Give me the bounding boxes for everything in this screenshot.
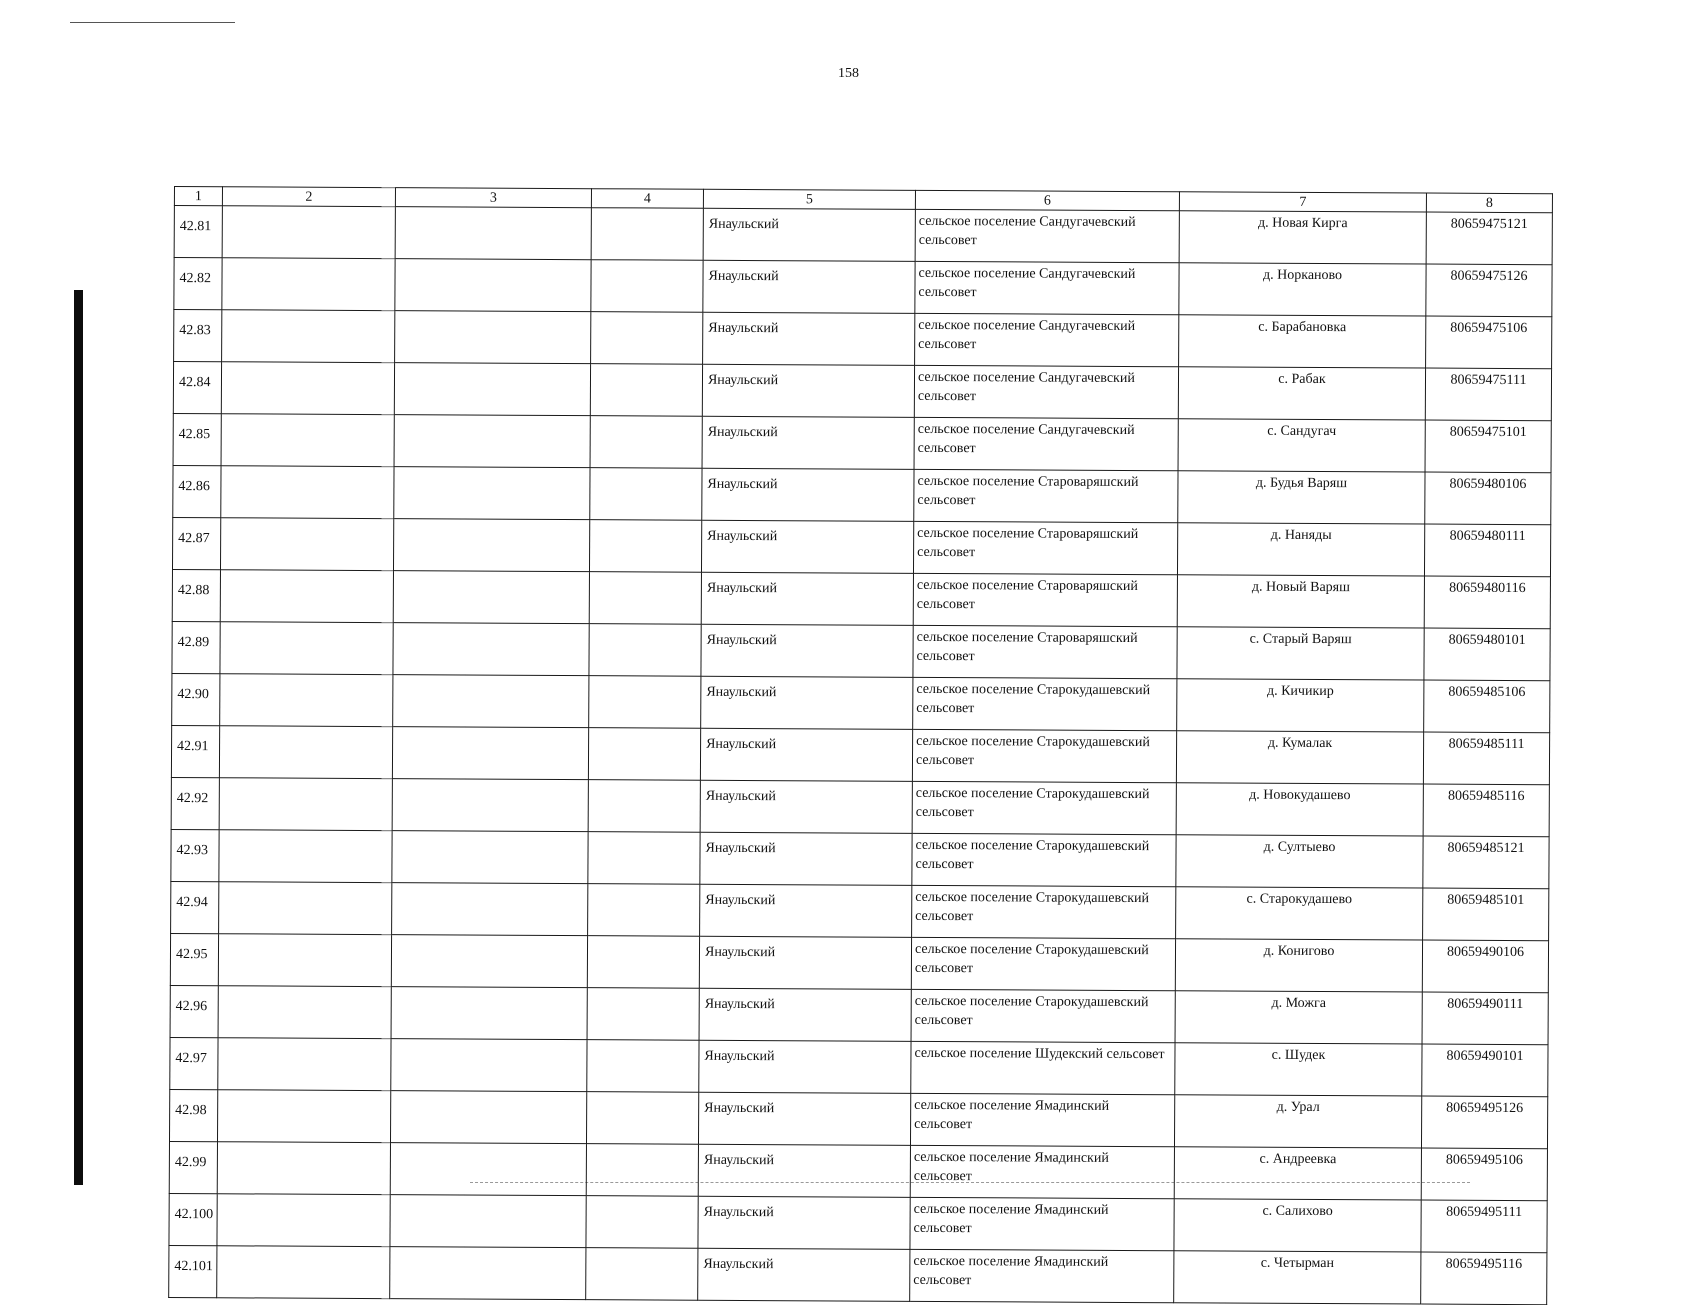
table-row	[172, 621, 1550, 680]
district-cell: Янаульский	[703, 208, 915, 261]
empty-cell	[586, 1196, 698, 1249]
settlement-cell: с. Шудек	[1175, 1043, 1422, 1096]
row-number-cell: 42.87	[172, 517, 220, 569]
table-row	[172, 673, 1550, 732]
municipality-cell: сельское поселение Старокудашевский сельсовет	[912, 833, 1176, 886]
municipality-cell: сельское поселение Ямадинский сельсовет	[910, 1249, 1174, 1302]
empty-cell	[392, 831, 588, 884]
page-number: 158	[838, 66, 859, 81]
empty-cell	[217, 1194, 390, 1247]
empty-cell	[590, 416, 702, 469]
municipality-cell: сельское поселение Сандугачевский сельсовет	[915, 261, 1179, 314]
empty-cell	[586, 1248, 698, 1301]
oktmo-code-cell: 80659480106	[1425, 472, 1551, 525]
district-cell: Янаульский	[701, 676, 913, 729]
row-number-cell: 42.84	[173, 362, 221, 414]
oktmo-code-cell: 80659495116	[1421, 1252, 1547, 1305]
empty-cell	[395, 259, 591, 312]
column-header: 5	[703, 189, 915, 209]
scan-artifact-left-edge	[74, 290, 83, 1185]
oktmo-code-cell: 80659485106	[1424, 680, 1550, 733]
municipality-cell: сельское поселение Ямадинский сельсовет	[910, 1197, 1174, 1250]
empty-cell	[391, 1039, 587, 1092]
oktmo-code-cell: 80659480111	[1424, 524, 1550, 577]
oktmo-code-cell: 80659490111	[1422, 992, 1548, 1045]
empty-cell	[222, 206, 395, 259]
table-row	[169, 1089, 1547, 1148]
settlement-cell: с. Старый Варяш	[1177, 627, 1424, 680]
district-cell: Янаульский	[699, 1040, 911, 1093]
empty-cell	[588, 780, 700, 833]
empty-cell	[394, 467, 590, 520]
table-row	[174, 206, 1552, 265]
empty-cell	[220, 674, 393, 727]
municipality-cell: сельское поселение Сандугачевский сельсовет	[914, 365, 1178, 418]
row-number-cell: 42.86	[173, 465, 221, 517]
oktmo-code-cell: 80659475106	[1426, 316, 1552, 369]
empty-cell	[390, 1143, 586, 1196]
settlement-cell: д. Будья Варяш	[1178, 471, 1425, 524]
settlement-cell: д. Новый Варяш	[1177, 575, 1424, 628]
settlement-cell: с. Сандугач	[1178, 419, 1425, 472]
municipality-cell: сельское поселение Старокудашевский сельсовет	[912, 729, 1176, 782]
row-number-cell: 42.93	[171, 829, 219, 881]
empty-cell	[591, 312, 703, 365]
table-row	[172, 517, 1550, 576]
district-cell: Янаульский	[701, 520, 913, 573]
empty-cell	[589, 624, 701, 677]
row-number-cell: 42.100	[169, 1193, 217, 1245]
district-cell: Янаульский	[702, 416, 914, 469]
district-cell: Янаульский	[698, 1248, 910, 1301]
settlement-cell: д. Можга	[1175, 991, 1422, 1044]
empty-cell	[220, 570, 393, 623]
table-row	[172, 569, 1550, 628]
oktmo-code-cell: 80659490106	[1422, 940, 1548, 993]
row-number-cell: 42.99	[169, 1141, 217, 1193]
district-cell: Янаульский	[703, 312, 915, 365]
settlement-cell: д. Наняды	[1177, 523, 1424, 576]
empty-cell	[589, 572, 701, 625]
empty-cell	[222, 258, 395, 311]
empty-cell	[218, 934, 391, 987]
column-header: 4	[591, 189, 703, 209]
empty-cell	[590, 364, 702, 417]
empty-cell	[393, 675, 589, 728]
table-row	[174, 310, 1552, 369]
empty-cell	[392, 883, 588, 936]
empty-cell	[221, 466, 394, 519]
row-number-cell: 42.89	[172, 621, 220, 673]
row-number-cell: 42.81	[174, 206, 222, 258]
settlement-cell: с. Четырман	[1174, 1251, 1421, 1304]
empty-cell	[390, 1195, 586, 1248]
municipality-cell: сельское поселение Старокудашевский сельсовет	[912, 885, 1176, 938]
row-number-cell: 42.85	[173, 413, 221, 465]
empty-cell	[222, 310, 395, 363]
table-row	[171, 777, 1549, 836]
municipality-cell: сельское поселение Шудекский сельсовет	[911, 1041, 1175, 1094]
empty-cell	[392, 779, 588, 832]
table-row	[173, 465, 1551, 524]
municipality-cell: сельское поселение Староваряшский сельсовет	[913, 573, 1177, 626]
empty-cell	[589, 520, 701, 573]
row-number-cell: 42.95	[170, 933, 218, 985]
district-cell: Янаульский	[702, 364, 914, 417]
district-cell: Янаульский	[700, 780, 912, 833]
district-cell: Янаульский	[701, 624, 913, 677]
table-row	[170, 1037, 1548, 1096]
district-cell: Янаульский	[698, 1092, 910, 1145]
empty-cell	[392, 727, 588, 780]
oktmo-code-cell: 80659485101	[1423, 888, 1549, 941]
empty-cell	[589, 676, 701, 729]
settlement-cell: с. Андреевка	[1174, 1147, 1421, 1200]
column-header: 6	[915, 190, 1179, 210]
district-cell: Янаульский	[701, 572, 913, 625]
district-cell: Янаульский	[700, 832, 912, 885]
empty-cell	[390, 1247, 586, 1300]
empty-cell	[588, 884, 700, 937]
table-row	[173, 413, 1551, 472]
municipality-cell: сельское поселение Староваряшский сельсовет	[914, 469, 1178, 522]
settlement-cell: д. Кичикир	[1177, 679, 1424, 732]
oktmo-code-cell: 80659495126	[1421, 1096, 1547, 1149]
empty-cell	[587, 936, 699, 989]
table-row	[170, 985, 1548, 1044]
oktmo-code-cell: 80659475126	[1426, 264, 1552, 317]
empty-cell	[393, 571, 589, 624]
settlement-cell: с. Салихово	[1174, 1199, 1421, 1252]
row-number-cell: 42.82	[174, 258, 222, 310]
row-number-cell: 42.98	[169, 1089, 217, 1141]
table-row	[169, 1245, 1547, 1304]
table-row	[174, 258, 1552, 317]
empty-cell	[218, 986, 391, 1039]
municipality-cell: сельское поселение Сандугачевский сельсовет	[915, 209, 1179, 262]
empty-cell	[591, 260, 703, 313]
table-row	[169, 1193, 1547, 1252]
oktmo-code-cell: 80659485121	[1423, 836, 1549, 889]
district-cell: Янаульский	[698, 1144, 910, 1197]
municipality-cell: сельское поселение Сандугачевский сельсовет	[914, 417, 1178, 470]
oktmo-code-cell: 80659475111	[1425, 368, 1551, 421]
table-row	[171, 829, 1549, 888]
empty-cell	[220, 622, 393, 675]
settlement-cell: с. Старокудашево	[1176, 887, 1423, 940]
district-cell: Янаульский	[700, 728, 912, 781]
district-cell: Янаульский	[700, 884, 912, 937]
empty-cell	[219, 778, 392, 831]
municipality-cell: сельское поселение Старокудашевский сельсовет	[913, 677, 1177, 730]
municipality-cell: сельское поселение Сандугачевский сельсовет	[915, 313, 1179, 366]
settlement-cell: д. Норканово	[1179, 263, 1426, 316]
empty-cell	[394, 415, 590, 468]
column-header: 2	[222, 187, 395, 207]
row-number-cell: 42.94	[171, 881, 219, 933]
row-number-cell: 42.90	[172, 673, 220, 725]
oktmo-code-cell: 80659490101	[1422, 1044, 1548, 1097]
empty-cell	[590, 468, 702, 521]
empty-cell	[591, 208, 703, 261]
empty-cell	[586, 1144, 698, 1197]
empty-cell	[393, 519, 589, 572]
settlement-cell: д. Новая Кирга	[1179, 211, 1426, 264]
empty-cell	[219, 726, 392, 779]
empty-cell	[391, 935, 587, 988]
municipality-cell: сельское поселение Ямадинский сельсовет	[910, 1145, 1174, 1198]
table-row	[171, 725, 1549, 784]
empty-cell	[394, 363, 590, 416]
column-header: 3	[395, 188, 591, 208]
oktmo-code-cell: 80659480101	[1424, 628, 1550, 681]
table-row	[170, 933, 1548, 992]
empty-cell	[390, 1091, 586, 1144]
empty-cell	[221, 414, 394, 467]
settlement-cell: д. Урал	[1174, 1095, 1421, 1148]
municipality-cell: сельское поселение Староваряшский сельсовет	[913, 625, 1177, 678]
oktmo-code-cell: 80659485111	[1423, 732, 1549, 785]
empty-cell	[391, 987, 587, 1040]
row-number-cell: 42.91	[171, 725, 219, 777]
empty-cell	[586, 1092, 698, 1145]
empty-cell	[218, 1038, 391, 1091]
municipality-cell: сельское поселение Старокудашевский сельсовет	[912, 781, 1176, 834]
column-header: 7	[1179, 192, 1426, 212]
district-cell: Янаульский	[702, 468, 914, 521]
table-body	[169, 206, 1553, 1305]
empty-cell	[395, 207, 591, 260]
empty-cell	[587, 1040, 699, 1093]
table-row	[169, 1141, 1547, 1200]
district-cell: Янаульский	[698, 1196, 910, 1249]
empty-cell	[221, 362, 394, 415]
settlement-cell: д. Кумалак	[1176, 731, 1423, 784]
empty-cell	[395, 311, 591, 364]
municipality-cell: сельское поселение Старокудашевский сельсовет	[911, 989, 1175, 1042]
row-number-cell: 42.97	[170, 1037, 218, 1089]
column-header: 8	[1426, 193, 1552, 213]
row-number-cell: 42.101	[169, 1245, 217, 1297]
row-number-cell: 42.92	[171, 777, 219, 829]
settlement-cell: с. Барабановка	[1179, 315, 1426, 368]
column-header: 1	[174, 187, 222, 206]
empty-cell	[219, 882, 392, 935]
empty-cell	[217, 1246, 390, 1299]
row-number-cell: 42.83	[174, 310, 222, 362]
settlements-table	[168, 186, 1553, 1305]
municipality-cell: сельское поселение Ямадинский сельсовет	[910, 1093, 1174, 1146]
oktmo-code-cell: 80659485116	[1423, 784, 1549, 837]
empty-cell	[219, 830, 392, 883]
district-cell: Янаульский	[703, 260, 915, 313]
row-number-cell: 42.88	[172, 569, 220, 621]
scan-artifact-top-rule	[70, 22, 235, 23]
district-cell: Янаульский	[699, 988, 911, 1041]
oktmo-code-cell: 80659495111	[1421, 1200, 1547, 1253]
row-number-cell: 42.96	[170, 985, 218, 1037]
settlement-cell: д. Новокудашево	[1176, 783, 1423, 836]
oktmo-code-cell: 80659475121	[1426, 212, 1552, 265]
oktmo-code-cell: 80659475101	[1425, 420, 1551, 473]
empty-cell	[220, 518, 393, 571]
settlement-cell: д. Конигово	[1175, 939, 1422, 992]
empty-cell	[217, 1090, 390, 1143]
district-cell: Янаульский	[699, 936, 911, 989]
table-row	[171, 881, 1549, 940]
municipality-cell: сельское поселение Старокудашевский сельсовет	[911, 937, 1175, 990]
empty-cell	[587, 988, 699, 1041]
settlement-cell: с. Рабак	[1178, 367, 1425, 420]
oktmo-code-cell: 80659495106	[1421, 1148, 1547, 1201]
empty-cell	[393, 623, 589, 676]
oktmo-code-cell: 80659480116	[1424, 576, 1550, 629]
table-row	[173, 362, 1551, 421]
municipality-cell: сельское поселение Староваряшский сельсовет	[913, 521, 1177, 574]
empty-cell	[588, 832, 700, 885]
settlement-cell: д. Султыево	[1176, 835, 1423, 888]
empty-cell	[217, 1142, 390, 1195]
empty-cell	[588, 728, 700, 781]
